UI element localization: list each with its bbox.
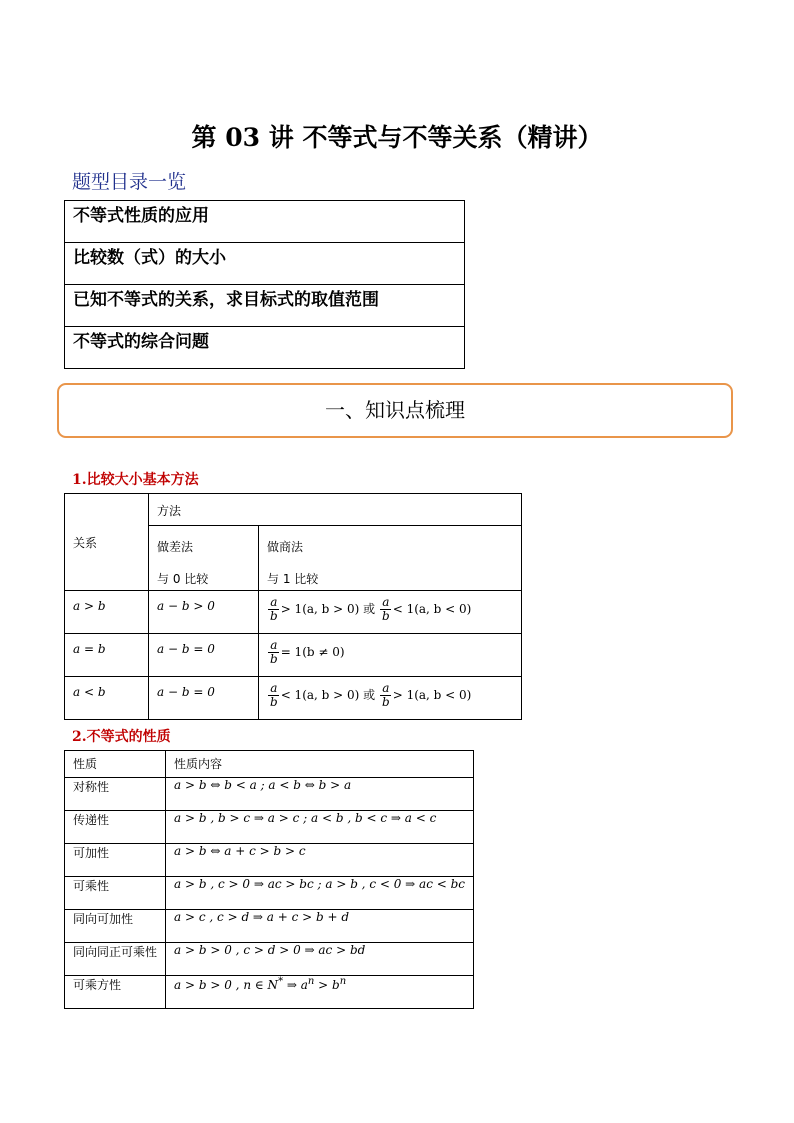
quotient-note: 与 1 比较: [267, 572, 319, 586]
fraction-denominator: b: [270, 609, 278, 623]
quotient-cell: [259, 591, 522, 634]
fraction: [268, 596, 280, 623]
fraction-numerator: a: [382, 681, 390, 695]
fraction: [268, 682, 280, 709]
properties-table: [64, 750, 474, 1009]
quotient-cell: [259, 677, 522, 720]
property-content: a > b ⇔ b < a ; a < b ⇔ b > a: [166, 778, 474, 811]
toc-table: [64, 200, 465, 369]
table-row: [65, 877, 474, 910]
compare-table: [64, 493, 522, 720]
toc-item[interactable]: 不等式的综合问题: [65, 327, 465, 369]
superscript: *: [278, 976, 284, 987]
table-row: [65, 943, 474, 976]
property-content: a > b > 0 , c > d > 0 ⇒ ac > bd: [166, 943, 474, 976]
compare-heading: 1.比较大小基本方法: [72, 472, 199, 488]
property-content: [166, 976, 474, 1009]
quotient-cell: [259, 634, 522, 677]
fraction: [268, 639, 280, 666]
difference-note: 与 0 比较: [157, 572, 209, 586]
property-name: 可乘性: [65, 877, 166, 910]
fraction-denominator: b: [270, 695, 278, 709]
table-row: [65, 910, 474, 943]
toc-item[interactable]: 不等式性质的应用: [65, 201, 465, 243]
superscript: n: [307, 976, 315, 987]
relation-header: 关系: [65, 494, 149, 591]
toc-item[interactable]: 已知不等式的关系，求目标式的取值范围: [65, 285, 465, 327]
property-name: 可加性: [65, 844, 166, 877]
content-part: > b: [314, 978, 340, 992]
content-header: 性质内容: [166, 751, 474, 778]
property-content: a > b , c > 0 ⇒ ac > bc ; a > b , c < 0 ⇒ ac < bc: [166, 877, 474, 910]
relation-cell: a = b: [65, 634, 149, 677]
table-row: [65, 677, 522, 720]
or-text: 或: [363, 688, 376, 702]
fraction-denominator: b: [382, 695, 390, 709]
content-part: a > b > 0 , n ∈ N: [174, 978, 279, 992]
content-part: ⇒ a: [283, 978, 308, 992]
property-name: 可乘方性: [65, 976, 166, 1009]
fraction: [380, 596, 392, 623]
method-header: 方法: [149, 494, 522, 526]
quotient-header: [259, 526, 522, 591]
properties-heading: 2.不等式的性质: [72, 729, 171, 745]
or-text: 或: [363, 602, 376, 616]
condition-text: > 1(a, b > 0): [280, 602, 360, 616]
property-content: a > c , c > d ⇒ a + c > b + d: [166, 910, 474, 943]
toc-item[interactable]: 比较数（式）的大小: [65, 243, 465, 285]
difference-cell: a − b = 0: [149, 677, 259, 720]
property-name: 同向可加性: [65, 910, 166, 943]
relation-cell: a < b: [65, 677, 149, 720]
condition-text: < 1(a, b > 0): [280, 688, 360, 702]
table-row: [65, 811, 474, 844]
property-header: 性质: [65, 751, 166, 778]
table-row: [65, 591, 522, 634]
fraction-numerator: a: [270, 638, 278, 652]
difference-cell: a − b = 0: [149, 634, 259, 677]
fraction-numerator: a: [270, 681, 278, 695]
table-row: [65, 844, 474, 877]
condition-text: > 1(a, b < 0): [392, 688, 472, 702]
property-content: a > b ⇔ a + c > b > c: [166, 844, 474, 877]
property-content: a > b , b > c ⇒ a > c ; a < b , b < c ⇒ a < c: [166, 811, 474, 844]
condition-text: = 1(b ≠ 0): [280, 645, 345, 659]
property-name: 传递性: [65, 811, 166, 844]
page-title: 第 03 讲 不等式与不等关系（精讲）: [191, 123, 603, 152]
table-row: [65, 778, 474, 811]
fraction-denominator: b: [382, 609, 390, 623]
difference-label: 做差法: [157, 540, 194, 554]
toc-heading: 题型目录一览: [72, 171, 187, 193]
table-row: [65, 976, 474, 1009]
fraction-denominator: b: [270, 652, 278, 666]
property-name: 对称性: [65, 778, 166, 811]
superscript: n: [339, 976, 347, 987]
difference-header: [149, 526, 259, 591]
fraction: [380, 682, 392, 709]
fraction-numerator: a: [270, 595, 278, 609]
difference-cell: a − b > 0: [149, 591, 259, 634]
table-row: [65, 634, 522, 677]
fraction-numerator: a: [382, 595, 390, 609]
section-banner: 一、知识点梳理: [57, 383, 733, 438]
quotient-label: 做商法: [267, 540, 304, 554]
relation-cell: a > b: [65, 591, 149, 634]
condition-text: < 1(a, b < 0): [392, 602, 472, 616]
property-name: 同向同正可乘性: [65, 943, 166, 976]
